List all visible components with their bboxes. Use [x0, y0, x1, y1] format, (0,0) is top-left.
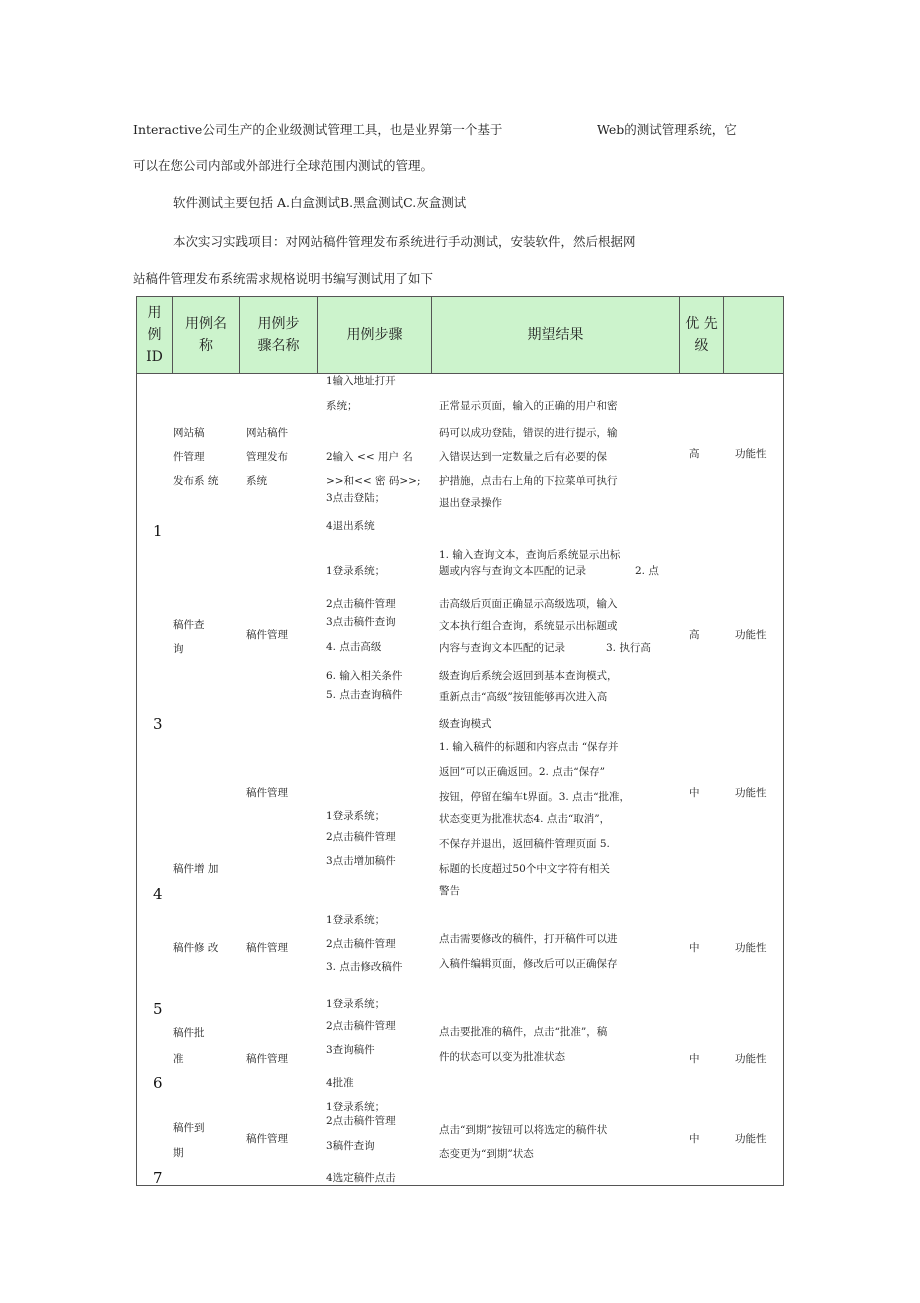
intro-paragraph-4: 本次实习实践项目：对网站稿件管理发布系统进行手动测试，安装软件，然后根据网: [173, 234, 636, 249]
step-text: 1登录系统；: [326, 998, 386, 1010]
case-name-text: 网站稿: [173, 427, 205, 439]
case-id: 7: [153, 1169, 163, 1187]
intro-paragraph-3: 软件测试主要包括 A.白盒测试B.黑盒测试C.灰盒测试: [173, 195, 467, 210]
priority-text: 高: [689, 448, 700, 460]
type-text: 功能性: [735, 1053, 767, 1065]
header-priority: 优 先 级: [680, 297, 724, 373]
expected-text: 入稿件编辑页面，修改后可以正确保存: [439, 958, 618, 970]
step-name-text: 管理发布: [246, 451, 288, 463]
expected-text: 码可以成功登陆，错误的进行提示，输: [439, 427, 618, 439]
type-text: 功能性: [735, 787, 767, 799]
expected-text: 级查询模式: [439, 718, 492, 730]
step-text: 3. 点击修改稿件: [326, 961, 403, 973]
test-case-table: [136, 296, 784, 1186]
step-text: 5. 点击查询稿件: [326, 689, 403, 701]
step-name-text: 网站稿件: [246, 427, 288, 439]
expected-text: 态变更为“到期”状态: [439, 1148, 534, 1160]
step-text: 2点击稿件管理: [326, 938, 396, 950]
step-name-text: 稿件管理: [246, 1053, 288, 1065]
expected-text: 按钮，停留在编车t界面。3. 点击“批准，: [439, 791, 630, 803]
step-text: 1输入地址打开: [326, 375, 396, 387]
expected-text: 重新点击“高级”按钮能够再次进入高: [439, 691, 608, 703]
expected-text: 1. 输入稿件的标题和内容点击 “保存并: [439, 741, 619, 753]
step-text: 1登录系统；: [326, 810, 386, 822]
expected-text: 击高级后页面正确显示高级选项，输入: [439, 598, 618, 610]
expected-text: 3. 执行高: [606, 642, 651, 654]
step-name-text: 稿件管理: [246, 1133, 288, 1145]
header-expected: 期望结果: [432, 297, 680, 373]
expected-text: 不保存并退出，返回稿件管理页面 5.: [439, 838, 610, 850]
step-text: 1登录系统；: [326, 565, 386, 577]
step-name-text: 稿件管理: [246, 942, 288, 954]
priority-text: 中: [689, 942, 700, 954]
expected-text: 正常显示页面，输入的正确的用户和密: [439, 400, 618, 412]
step-text: 2点击稿件管理: [326, 1020, 396, 1032]
type-text: 功能性: [735, 942, 767, 954]
header-id: 用 例 ID: [137, 297, 173, 373]
type-text: 功能性: [735, 448, 767, 460]
expected-text: 护措施，点击右上角的下拉菜单可执行: [439, 475, 618, 487]
step-text: 1登录系统；: [326, 1101, 386, 1113]
case-name-text: 询: [173, 643, 184, 655]
step-text: 1登录系统；: [326, 914, 386, 926]
expected-text: 点击要批准的稿件，点击“批准”，稿: [439, 1026, 608, 1038]
case-name-text: 期: [173, 1147, 184, 1159]
header-type: [724, 297, 783, 373]
expected-text: 2. 点: [635, 565, 659, 577]
step-text: 3点击稿件查询: [326, 616, 396, 628]
step-text: 系统；: [326, 400, 358, 412]
expected-text: 点击“到期”按钮可以将选定的稿件状: [439, 1124, 608, 1136]
case-id: 5: [153, 1000, 163, 1018]
header-case-name: 用例名 称: [173, 297, 240, 373]
intro-paragraph-1-right: Web的测试管理系统，它: [597, 122, 737, 137]
step-name-text: 稿件管理: [246, 787, 288, 799]
case-name-text: 稿件增 加: [173, 863, 219, 875]
type-text: 功能性: [735, 1133, 767, 1145]
step-name-text: 系统: [246, 475, 267, 487]
expected-text: 内容与查询文本匹配的记录: [439, 642, 565, 654]
step-text: 4. 点击高级: [326, 641, 382, 653]
expected-text: 退出登录操作: [439, 497, 502, 509]
expected-text: 级查询后系统会返回到基本查询模式，: [439, 670, 618, 682]
case-id: 3: [153, 715, 163, 733]
priority-text: 中: [689, 787, 700, 799]
expected-text: 1. 输入查询文本，查询后系统显示出标: [439, 549, 621, 561]
step-text: 4批准: [326, 1077, 354, 1089]
case-name-text: 发布系 统: [173, 475, 219, 487]
intro-paragraph-1-left: Interactive公司生产的企业级测试管理工具，也是业界第一个基于: [133, 122, 503, 137]
case-id: 4: [153, 885, 163, 903]
priority-text: 中: [689, 1133, 700, 1145]
case-name-text: 稿件批: [173, 1027, 205, 1039]
step-text: 2点击稿件管理: [326, 598, 396, 610]
case-id: 6: [153, 1074, 163, 1092]
case-name-text: 稿件到: [173, 1122, 205, 1134]
expected-text: 标题的长度超过50个中文字符有相关: [439, 863, 610, 875]
step-text: 2点击稿件管理: [326, 1115, 396, 1127]
expected-text: 题或内容与查询文本匹配的记录: [439, 565, 586, 577]
step-text: 4选定稿件点击: [326, 1172, 396, 1184]
table-header-row: [137, 297, 783, 374]
expected-text: 入错误达到一定数量之后有必要的保: [439, 451, 607, 463]
priority-text: 高: [689, 629, 700, 641]
expected-text: 点击需要修改的稿件，打开稿件可以进: [439, 933, 618, 945]
step-text: 3查询稿件: [326, 1044, 375, 1056]
header-step-name: 用例步 骤名称: [240, 297, 318, 373]
expected-text: 警告: [439, 885, 460, 897]
step-text: 2输入 << 用户 名: [326, 451, 413, 463]
step-name-text: 稿件管理: [246, 629, 288, 641]
step-text: 4退出系统: [326, 520, 375, 532]
step-text: >>和<< 密 码>>;: [326, 475, 421, 487]
step-text: 3点击登陆；: [326, 492, 386, 504]
intro-paragraph-5: 站稿件管理发布系统需求规格说明书编写测试用了如下: [133, 271, 434, 286]
case-name-text: 准: [173, 1053, 184, 1065]
type-text: 功能性: [735, 629, 767, 641]
header-steps: 用例步骤: [318, 297, 432, 373]
expected-text: 状态变更为批准状态4. 点击“取消”，: [439, 813, 611, 825]
case-id: 1: [153, 522, 163, 540]
expected-text: 件的状态可以变为批准状态: [439, 1051, 565, 1063]
case-name-text: 稿件查: [173, 619, 205, 631]
step-text: 6. 输入相关条件: [326, 670, 403, 682]
expected-text: 返回”可以正确返回。2. 点击“保存”: [439, 766, 605, 778]
case-name-text: 稿件修 改: [173, 942, 219, 954]
expected-text: 文本执行组合查询，系统显示出标题或: [439, 620, 618, 632]
step-text: 2点击稿件管理: [326, 831, 396, 843]
priority-text: 中: [689, 1053, 700, 1065]
step-text: 3点击增加稿件: [326, 855, 396, 867]
intro-paragraph-2: 可以在您公司内部或外部进行全球范围内测试的管理。: [133, 158, 434, 173]
step-text: 3稿件查询: [326, 1140, 375, 1152]
case-name-text: 件管理: [173, 451, 205, 463]
